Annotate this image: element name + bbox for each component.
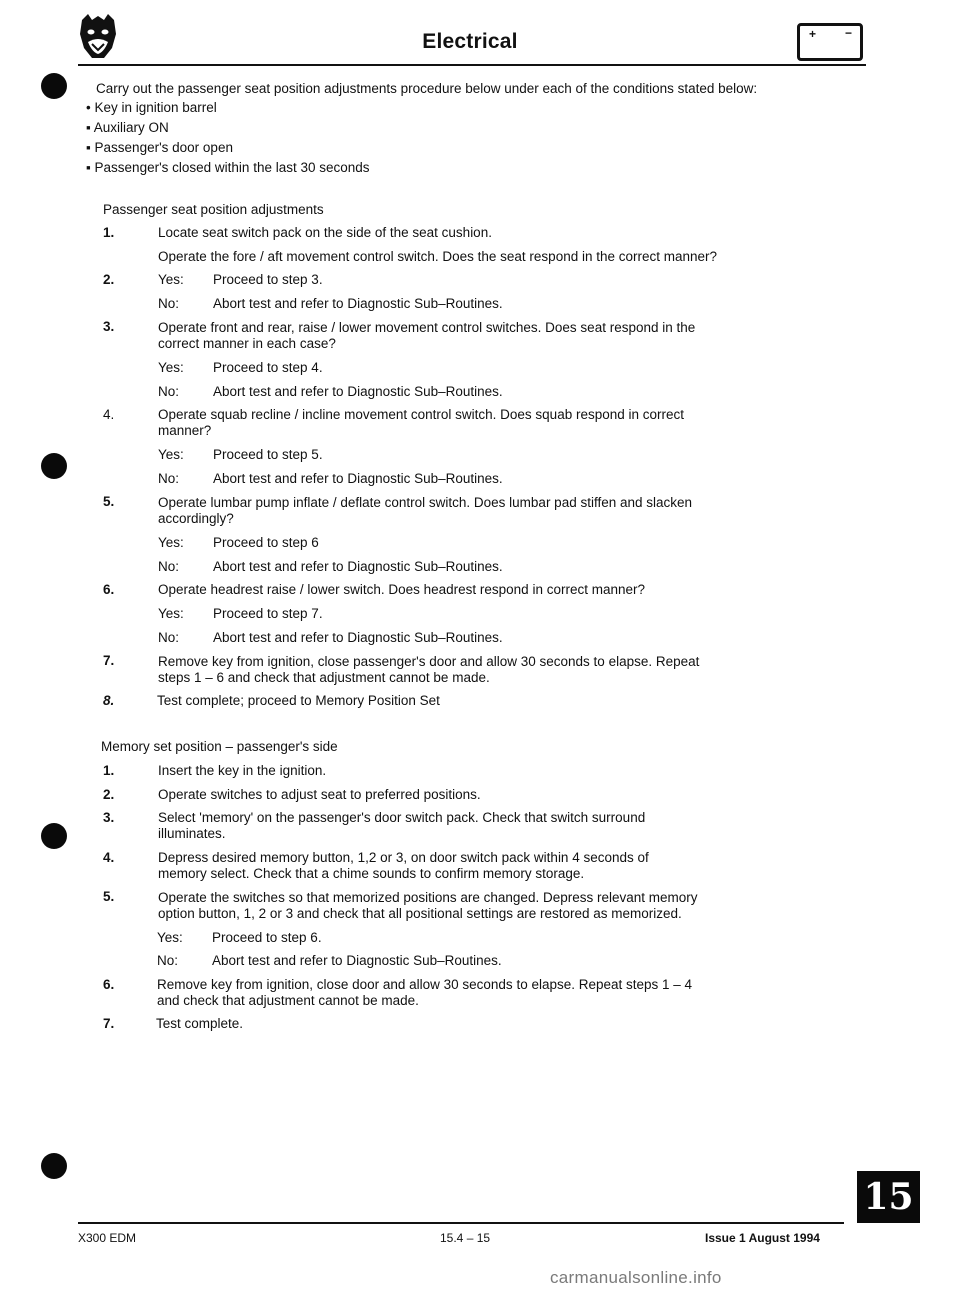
step-text: Operate headrest raise / lower switch. Does headrest respond in correct manner? <box>158 582 645 597</box>
step-text: Operate the switches so that memorized positions are changed. Depress relevant memory <box>158 890 698 905</box>
yes-text: Proceed to step 4. <box>213 360 323 375</box>
step-text: Remove key from ignition, close door and allow 30 seconds to elapse. Repeat steps 1 – 4 <box>157 977 693 992</box>
punch-hole-icon <box>41 823 67 849</box>
footer-rule <box>78 1222 844 1224</box>
footer-page-number: 15.4 – 15 <box>440 1231 491 1245</box>
step-text: Test complete. <box>156 1016 244 1031</box>
yes-text: Proceed to step 3. <box>213 272 323 287</box>
step-text: accordingly? <box>158 511 234 526</box>
yes-label: Yes: <box>158 447 184 462</box>
battery-minus-label: − <box>844 26 852 40</box>
step-text: correct manner in each case? <box>158 336 336 351</box>
no-label: No: <box>157 953 179 968</box>
step-number: 7. <box>103 1016 115 1031</box>
step-text: memory select. Check that a chime sounds to confirm memory storage. <box>158 866 585 881</box>
step-text: and check that adjustment cannot be made. <box>157 993 419 1008</box>
punch-hole-icon <box>41 1153 67 1179</box>
footer-document-code: X300 EDM <box>78 1231 137 1245</box>
step-number: 4. <box>103 407 115 422</box>
no-text: Abort test and refer to Diagnostic Sub–Routines. <box>213 630 503 645</box>
no-label: No: <box>158 384 180 399</box>
step-text: Test complete; proceed to Memory Position Set <box>157 693 440 708</box>
punch-hole-icon <box>41 73 67 99</box>
no-label: No: <box>158 630 180 645</box>
step-number: 5. <box>103 494 115 509</box>
header-rule <box>78 64 866 66</box>
yes-label: Yes: <box>157 930 183 945</box>
page-title: Electrical <box>422 30 518 53</box>
step-number: 1. <box>103 225 115 240</box>
step-text: Operate switches to adjust seat to preferred positions. <box>158 787 481 802</box>
step-text: Operate the fore / aft movement control switch. Does the seat respond in the correct manner? <box>158 249 718 264</box>
no-label: No: <box>158 296 180 311</box>
step-number: 2. <box>103 272 115 287</box>
step-text: option button, 1, 2 or 3 and check that all positional settings are restored as memorized. <box>158 906 682 921</box>
yes-text: Proceed to step 7. <box>213 606 323 621</box>
yes-text: Proceed to step 6 <box>213 535 319 550</box>
step-number: 8. <box>103 693 115 708</box>
step-text: steps 1 – 6 and check that adjustment cannot be made. <box>158 670 490 685</box>
yes-label: Yes: <box>158 606 184 621</box>
step-number: 6. <box>103 582 115 597</box>
no-label: No: <box>158 471 180 486</box>
step-text: Depress desired memory button, 1,2 or 3, on door switch pack within 4 seconds of <box>158 850 649 865</box>
step-text: manner? <box>158 423 212 438</box>
step-text: Operate squab recline / incline movement control switch. Does squab respond in correct <box>158 407 685 422</box>
step-text: Remove key from ignition, close passenger's door and allow 30 seconds to elapse. Repeat <box>158 654 700 669</box>
condition-item: ▪ Auxiliary ON <box>86 120 169 135</box>
watermark: carmanualsonline.info <box>550 1268 722 1287</box>
yes-label: Yes: <box>158 360 184 375</box>
no-text: Abort test and refer to Diagnostic Sub–Routines. <box>213 471 503 486</box>
condition-item: • Key in ignition barrel <box>86 100 217 115</box>
no-text: Abort test and refer to Diagnostic Sub–Routines. <box>213 559 503 574</box>
step-text: Insert the key in the ignition. <box>158 763 327 778</box>
step-number: 1. <box>103 763 115 778</box>
yes-text: Proceed to step 6. <box>212 930 322 945</box>
step-text: Select 'memory' on the passenger's door switch pack. Check that switch surround <box>158 810 646 825</box>
condition-item: ▪ Passenger's closed within the last 30 seconds <box>86 160 370 175</box>
step-text: illuminates. <box>158 826 226 841</box>
step-number: 3. <box>103 810 115 825</box>
yes-label: Yes: <box>158 535 184 550</box>
step-number: 6. <box>103 977 115 992</box>
step-number: 4. <box>103 850 115 865</box>
step-number: 2. <box>103 787 115 802</box>
section-title: Memory set position – passenger's side <box>101 739 338 754</box>
yes-text: Proceed to step 5. <box>213 447 323 462</box>
step-number: 5. <box>103 889 115 904</box>
footer-issue-date: Issue 1 August 1994 <box>705 1231 820 1245</box>
battery-icon <box>797 23 863 61</box>
step-text: Operate front and rear, raise / lower movement control switches. Does seat respond in the <box>158 320 696 335</box>
no-text: Abort test and refer to Diagnostic Sub–Routines. <box>213 384 503 399</box>
step-number: 7. <box>103 653 115 668</box>
punch-hole-icon <box>41 453 67 479</box>
section-title: Passenger seat position adjustments <box>103 202 324 217</box>
step-text: Operate lumbar pump inflate / deflate control switch. Does lumbar pad stiffen and slacken <box>158 495 693 510</box>
battery-plus-label: + <box>809 27 817 41</box>
yes-label: Yes: <box>158 272 184 287</box>
no-text: Abort test and refer to Diagnostic Sub–Routines. <box>212 953 502 968</box>
section-tab: 15 <box>857 1171 920 1223</box>
no-label: No: <box>158 559 180 574</box>
condition-item: ▪ Passenger's door open <box>86 140 233 155</box>
intro-text: Carry out the passenger seat position adjustments procedure below under each of the conditions stated below: <box>96 81 758 96</box>
no-text: Abort test and refer to Diagnostic Sub–Routines. <box>213 296 503 311</box>
step-number: 3. <box>103 319 115 334</box>
step-text: Locate seat switch pack on the side of the seat cushion. <box>158 225 492 240</box>
